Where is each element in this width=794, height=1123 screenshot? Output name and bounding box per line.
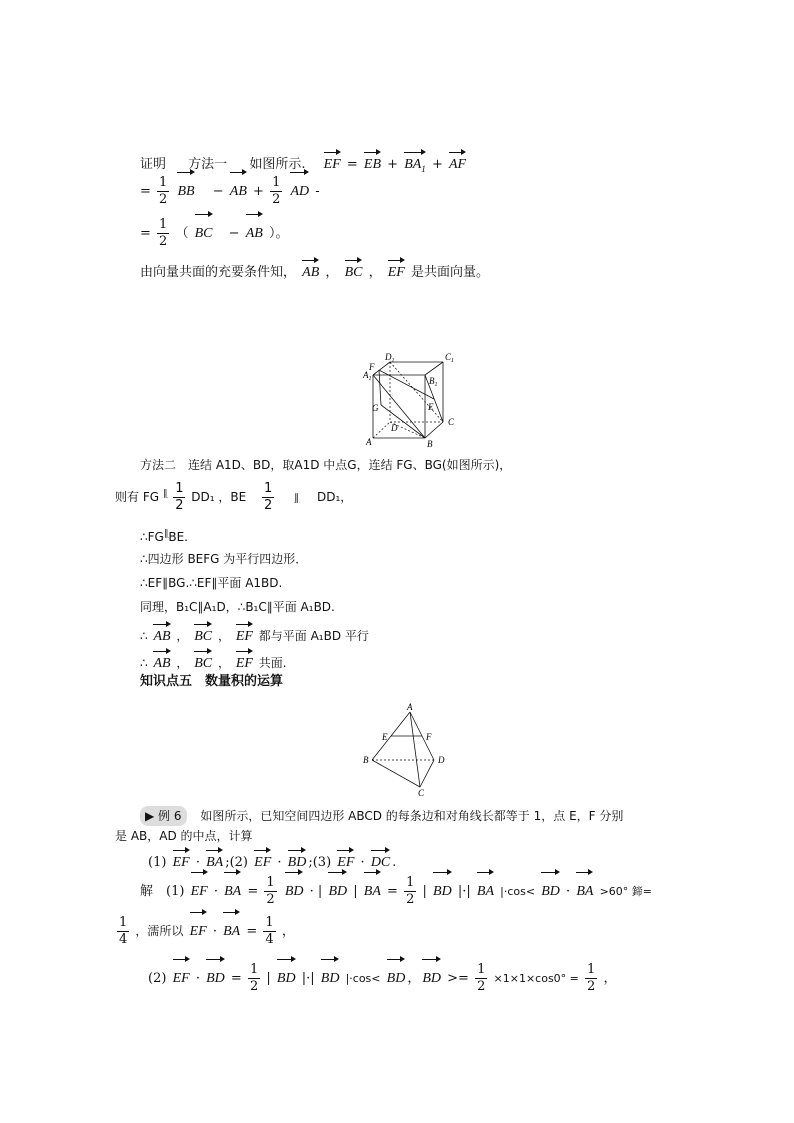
abs-bar: | <box>266 971 271 986</box>
edge-A-C <box>410 712 420 787</box>
label-C1: $C_1$ <box>445 352 455 364</box>
vec-EF: EF <box>236 622 253 647</box>
fraction-half: $\frac{1}{2}$ <box>249 962 259 994</box>
eq-sign: = <box>246 924 258 939</box>
coplanar-text: 共面. <box>258 656 287 670</box>
question-3-label: ;(3) <box>308 855 332 870</box>
section-title: 知识点五 数量积的运算 <box>140 674 284 689</box>
plus-sign: + <box>387 157 399 172</box>
edge-B1-C1 <box>425 362 443 375</box>
vec-EF: EF <box>191 870 208 909</box>
eq-sign: = <box>387 884 398 899</box>
dot: · <box>195 855 200 870</box>
vec-BD: BD <box>288 848 307 873</box>
eq-sign: = <box>247 884 259 899</box>
vec-BD: BD <box>328 870 347 909</box>
question-1-label: (1) <box>148 855 167 870</box>
tetrahedron-figure <box>360 702 460 797</box>
conclusion-suffix: 是共面向量。 <box>411 265 490 280</box>
vec-BD: BD <box>387 957 406 996</box>
fraction-half: $\frac{1}{2}$ <box>266 875 275 907</box>
label-F: F <box>426 732 432 742</box>
vec-BA: BA <box>477 870 494 909</box>
method-two-line-6: 同理，B₁C∥A₁D，∴B₁C∥平面 A₁BD. <box>140 600 335 614</box>
cos-value: >60° 鍗= <box>599 885 652 898</box>
solution-line-3 <box>148 957 616 996</box>
abs-bar: | <box>317 884 323 899</box>
open-paren: （ <box>175 226 189 241</box>
label-A: A <box>366 437 372 447</box>
vec-A1B: AB <box>153 649 170 674</box>
comma: ， <box>325 265 339 280</box>
edge-D-C <box>420 760 434 787</box>
vec-EF: EF <box>388 258 405 283</box>
minus-sign: − <box>228 226 240 241</box>
method-two-line-4: ∴四边形 BEFG 为平行四边形． <box>140 552 308 566</box>
vec-BA: BA <box>223 910 240 949</box>
hidden-edge-A-D <box>373 422 390 438</box>
label-C: C <box>448 417 455 427</box>
vec-EF: EF <box>254 848 271 873</box>
dot: · <box>213 884 218 899</box>
vec-BA: BA <box>576 870 593 909</box>
vec-BA1: $BA_1$ <box>404 150 426 179</box>
example-tag: ▶ 例 6 <box>140 806 187 826</box>
vec-A1B: AB <box>246 212 263 251</box>
abs-product: |·| <box>301 971 315 986</box>
vec-BD: BD <box>321 957 340 996</box>
vec-A1B: AB <box>230 170 247 209</box>
fg-label: 则有 FG <box>115 490 160 504</box>
method-two-line-7 <box>140 622 369 647</box>
fraction-half: $\frac{1}{2}$ <box>477 962 486 994</box>
eq-sign: = <box>346 157 358 172</box>
so-text: ，濡所以 <box>135 924 184 938</box>
dd1-text: DD₁， <box>316 490 353 504</box>
fraction-quarter: $\frac{1}{4}$ <box>119 915 128 947</box>
solution-line-2 <box>115 910 295 949</box>
label-A1: $A_1$ <box>363 370 372 382</box>
vec-EF: EF <box>173 848 190 873</box>
label-B1: $B_1$ <box>429 376 438 388</box>
vec-BD: BD <box>433 870 452 909</box>
product-text: ×1×1×cos0° = <box>493 972 579 985</box>
comma: ， <box>368 265 382 280</box>
label-D: D <box>391 423 398 433</box>
fraction-half: $\frac{1}{2}$ <box>159 217 168 249</box>
hidden-line-D1-C <box>390 362 443 422</box>
vec-A1B: AB <box>153 622 170 647</box>
label-F: F <box>369 362 375 372</box>
vec-BA: BA <box>206 848 223 873</box>
dash: - <box>315 184 320 199</box>
method-two-line-2 <box>115 476 352 517</box>
comma: ， <box>217 656 230 670</box>
dot: · <box>360 855 365 870</box>
proof-conclusion <box>140 258 489 283</box>
question-2-label: ;(2) <box>225 855 248 870</box>
conclusion-prefix: 由向量共面的充要条件知， <box>140 265 297 280</box>
therefore: ∴ <box>140 656 148 670</box>
vec-A1B: AB <box>302 258 319 283</box>
proof-line-2 <box>140 170 320 209</box>
vec-B1C: BC <box>345 258 363 283</box>
cos-close: >= <box>447 971 469 986</box>
example-line-1 <box>140 806 623 826</box>
example-text-2: 是 AB，AD 的中点，计算 <box>115 829 253 843</box>
edge-A1-D1 <box>373 362 390 375</box>
label-B: B <box>363 755 369 765</box>
be-text: BE. <box>168 530 188 544</box>
method-one-label: 方法一 <box>188 157 228 172</box>
vec-BA: BA <box>364 870 381 909</box>
vec-BD: BD <box>422 957 441 996</box>
comma: ， <box>281 924 295 939</box>
line-G-B <box>381 405 425 438</box>
proof-line-3 <box>140 212 288 251</box>
vec-B1B: BB <box>177 170 194 209</box>
fraction-half: $\frac{1}{2}$ <box>175 481 184 513</box>
line-A1-B <box>373 375 425 438</box>
vec-BD: BD <box>541 870 560 909</box>
comma: ， <box>217 629 230 643</box>
vec-EF: EF <box>236 649 253 674</box>
cos-open: |·cos< <box>500 885 536 898</box>
solution-line-1 <box>140 870 652 909</box>
eq-sign: = <box>230 971 242 986</box>
label-G: G <box>372 403 379 413</box>
label-B: B <box>427 439 433 449</box>
comma: ， <box>176 629 189 643</box>
fg-text: ∴FG <box>140 530 164 544</box>
minus-sign: − <box>212 184 224 199</box>
vec-EB: EB <box>364 150 381 175</box>
example-text-1: 如图所示，已知空间四边形 ABCD 的每条边和对角线长都等于 1，点 E，F 分别 <box>200 809 624 823</box>
method-two-line-8 <box>140 649 287 674</box>
fraction-half: $\frac{1}{2}$ <box>587 962 596 994</box>
vec-A1D1: AD <box>290 170 309 209</box>
dot: · <box>212 924 217 939</box>
vec-BA: BA <box>224 870 241 909</box>
vec-BD: BD <box>206 957 225 996</box>
therefore: ∴ <box>140 629 148 643</box>
parallel-equal-symbol: ∥ <box>162 489 168 499</box>
vec-B1C: BC <box>194 622 212 647</box>
dd1-be-text: DD₁ ，BE <box>191 490 247 504</box>
abs-bar: | <box>422 884 427 899</box>
dot: · <box>277 855 282 870</box>
edge-B-C <box>372 760 420 787</box>
cos-open: |·cos< <box>345 972 381 985</box>
comma: ， <box>603 971 617 986</box>
parallel-text: 都与平面 A₁BD 平行 <box>258 629 369 643</box>
dot: · <box>566 884 571 899</box>
close-paren: ）。 <box>268 226 289 241</box>
fraction-half: $\frac{1}{2}$ <box>406 875 415 907</box>
solution-label: 解 (1) <box>140 884 185 899</box>
vec-EF: EF <box>190 910 207 949</box>
vec-EF: EF <box>173 957 190 996</box>
method-two-line-3 <box>140 524 188 547</box>
fraction-half: $\frac{1}{2}$ <box>272 175 281 207</box>
vec-B1C: BC <box>194 649 212 674</box>
cube-figure <box>355 350 465 450</box>
part-2-label: (2) <box>148 971 167 986</box>
label-D: D <box>438 755 445 765</box>
label-C: C <box>418 788 425 797</box>
fraction-half: $\frac{1}{2}$ <box>264 481 273 513</box>
parallel-equal-symbol: ∥ <box>163 529 169 539</box>
abs-product: |·| <box>457 884 471 899</box>
eq-sign: = <box>140 184 151 199</box>
comma: ， <box>407 971 421 986</box>
edge-B-C <box>425 422 443 438</box>
method-two-line-5: ∴EF∥BG.∴EF∥平面 A1BD. <box>140 576 283 590</box>
fraction-quarter: $\frac{1}{4}$ <box>265 915 274 947</box>
vec-EF: EF <box>337 848 354 873</box>
plus-sign: + <box>431 157 443 172</box>
eq-sign: = <box>140 226 151 241</box>
vec-DC: DC <box>371 848 390 873</box>
comma: ， <box>176 656 189 670</box>
period: . <box>392 855 397 870</box>
vec-BD: BD <box>285 870 304 909</box>
plus-sign: + <box>253 184 264 199</box>
vec-B1C: BC <box>195 212 213 251</box>
vec-EF: EF <box>324 150 341 175</box>
as-figure-text: 如图所示. <box>249 157 306 172</box>
label-E: E <box>428 402 434 412</box>
fraction-half: $\frac{1}{2}$ <box>159 175 168 207</box>
parallel-equal-symbol: ∥ <box>294 493 300 504</box>
dot: · <box>309 884 314 899</box>
label-A: A <box>407 702 413 712</box>
method-two-line-1: 方法二 连结 A1D、BD，取A1D 中点G，连结 FG、BG(如图所示)， <box>140 458 512 472</box>
dot: · <box>195 971 200 986</box>
label-D1: $D_1$ <box>385 352 395 364</box>
proof-label: 证明 <box>140 157 167 172</box>
vec-A1F: AF <box>449 150 466 175</box>
abs-bar: | <box>353 884 358 899</box>
vec-BD: BD <box>277 957 296 996</box>
label-E: E <box>382 732 388 742</box>
